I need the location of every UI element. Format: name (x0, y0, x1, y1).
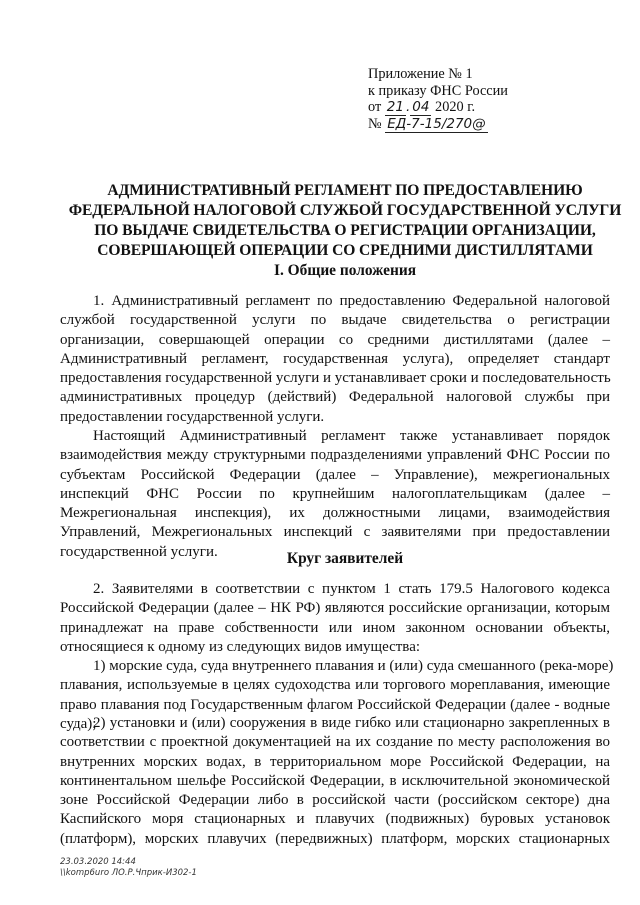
footer-filepath: \\komp6uro ЛО.Р.Чприк-И302-1 (60, 868, 197, 878)
text-line: внутренних морских водах, в территориальном море Российской Федерации, на (60, 753, 610, 770)
appendix-order-ref: к приказу ФНС России (368, 82, 508, 99)
text-line: 2) установки и (или) сооружения в виде гибко или стационарно закрепленных в (93, 715, 610, 731)
text-line: субъектам Российской Федерации (далее – Управление), межрегиональных (60, 466, 610, 483)
text-line: предоставлении государственной услуги. (60, 408, 325, 425)
text-line: (платформ), морских плавучих (передвижных) платформ, морских стационарных (60, 830, 610, 847)
text-line: право плавания под Государственным флагом Российской Федерации (далее - водные (60, 696, 610, 713)
text-line: 1) морские суда, суда внутреннего плавания и (или) суда смешанного (река-море) (93, 658, 614, 674)
handwritten-number: ЕД-7-15/270@ (387, 115, 486, 132)
text-line: относящиеся к одному из следующих видов имущества: (60, 638, 421, 655)
appendix-date (368, 99, 508, 116)
footer-timestamp: 23.03.2020 14:44 (60, 857, 136, 867)
paragraph-1 (60, 292, 610, 427)
appendix-block (368, 66, 508, 133)
title-line: АДМИНИСТРАТИВНЫЙ РЕГЛАМЕНТ ПО ПРЕДОСТАВЛЕНИЮ (107, 182, 583, 199)
text-line: инспекций ФНС России по крупнейшим налогоплательщикам (далее – (60, 485, 610, 502)
text-line: плавания, используемые в целях судоходства или торгового мореплавания, имеющие (60, 677, 610, 694)
text-line: административных процедур (действий) Федеральной налоговой службы при (60, 389, 610, 406)
date-prefix: от (368, 99, 382, 115)
text-line: государственной услуги. (60, 543, 218, 560)
paragraph-5 (60, 714, 610, 849)
title-line: ФЕДЕРАЛЬНОЙ НАЛОГОВОЙ СЛУЖБОЙ ГОСУДАРСТВЕННОЙ УСЛУГИ (68, 202, 622, 219)
date-month: 04 (412, 99, 430, 115)
text-line: зоне Российской Федерации либо в российской части (российском секторе) дна (60, 792, 610, 809)
text-line: суда); (60, 715, 97, 732)
text-line: службой государственной услуги по выдаче свидетельства о регистрации (60, 312, 610, 329)
title-line: ПО ВЫДАЧЕ СВИДЕТЕЛЬСТВА О РЕГИСТРАЦИИ ОРГАНИЗАЦИИ, (94, 222, 596, 239)
document-title (60, 181, 630, 261)
text-line: 1. Административный регламент по предоставлению Федеральной налоговой (93, 293, 610, 309)
text-line: континентальном шельфе Российской Федерации, в исключительной экономической (60, 772, 610, 789)
date-day: 21 (386, 99, 404, 115)
appendix-number (368, 116, 508, 134)
title-line: СОВЕРШАЮЩЕЙ ОПЕРАЦИИ СО СРЕДНИМИ ДИСТИЛЛЯТАМИ (97, 242, 593, 259)
appendix-label: Приложение № 1 (368, 66, 473, 82)
date-year: 2020 г. (435, 99, 476, 115)
text-line: Управлений, Межрегиональных инспекций с заявителями при предоставлении (60, 524, 610, 541)
text-line: принадлежат на праве собственности или ином законном основании объекты, (60, 619, 610, 636)
text-line: предоставления государственной услуги и устанавливает сроки и последовательность (60, 370, 611, 387)
paragraph-2 (60, 427, 610, 562)
handwritten-date: 21 . 04 (386, 99, 430, 115)
paragraph-3 (60, 580, 610, 657)
text-line: организации, совершающей операции со средними дистиллятами (далее – (60, 331, 610, 348)
text-line: 2. Заявителями в соответствии с пунктом 1 стать 179.5 Налогового кодекса (93, 581, 610, 597)
section-heading-applicants: Круг заявителей (286, 550, 404, 567)
text-line: Каспийского моря стационарных и плавучих (подвижных) буровых установок (60, 811, 610, 828)
text-line: взаимодействия между структурными подразделениями управлений ФНС России по (60, 447, 610, 464)
text-line: Настоящий Административный регламент также устанавливает порядок (93, 428, 610, 444)
number-prefix: № (368, 115, 382, 132)
text-line: Российской Федерации (далее – НК РФ) являются российские организации, которым (60, 600, 610, 617)
text-line: Межрегиональная инспекция), их должностными лицами, взаимодействия (60, 505, 610, 522)
text-line: Административный регламент, государственная услуга), определяет стандарт (60, 350, 610, 367)
section-heading-general: I. Общие положения (273, 262, 417, 279)
print-footer (60, 857, 197, 879)
text-line: соответствии с проектной документацией на их создание по месту расположения во (60, 734, 610, 751)
